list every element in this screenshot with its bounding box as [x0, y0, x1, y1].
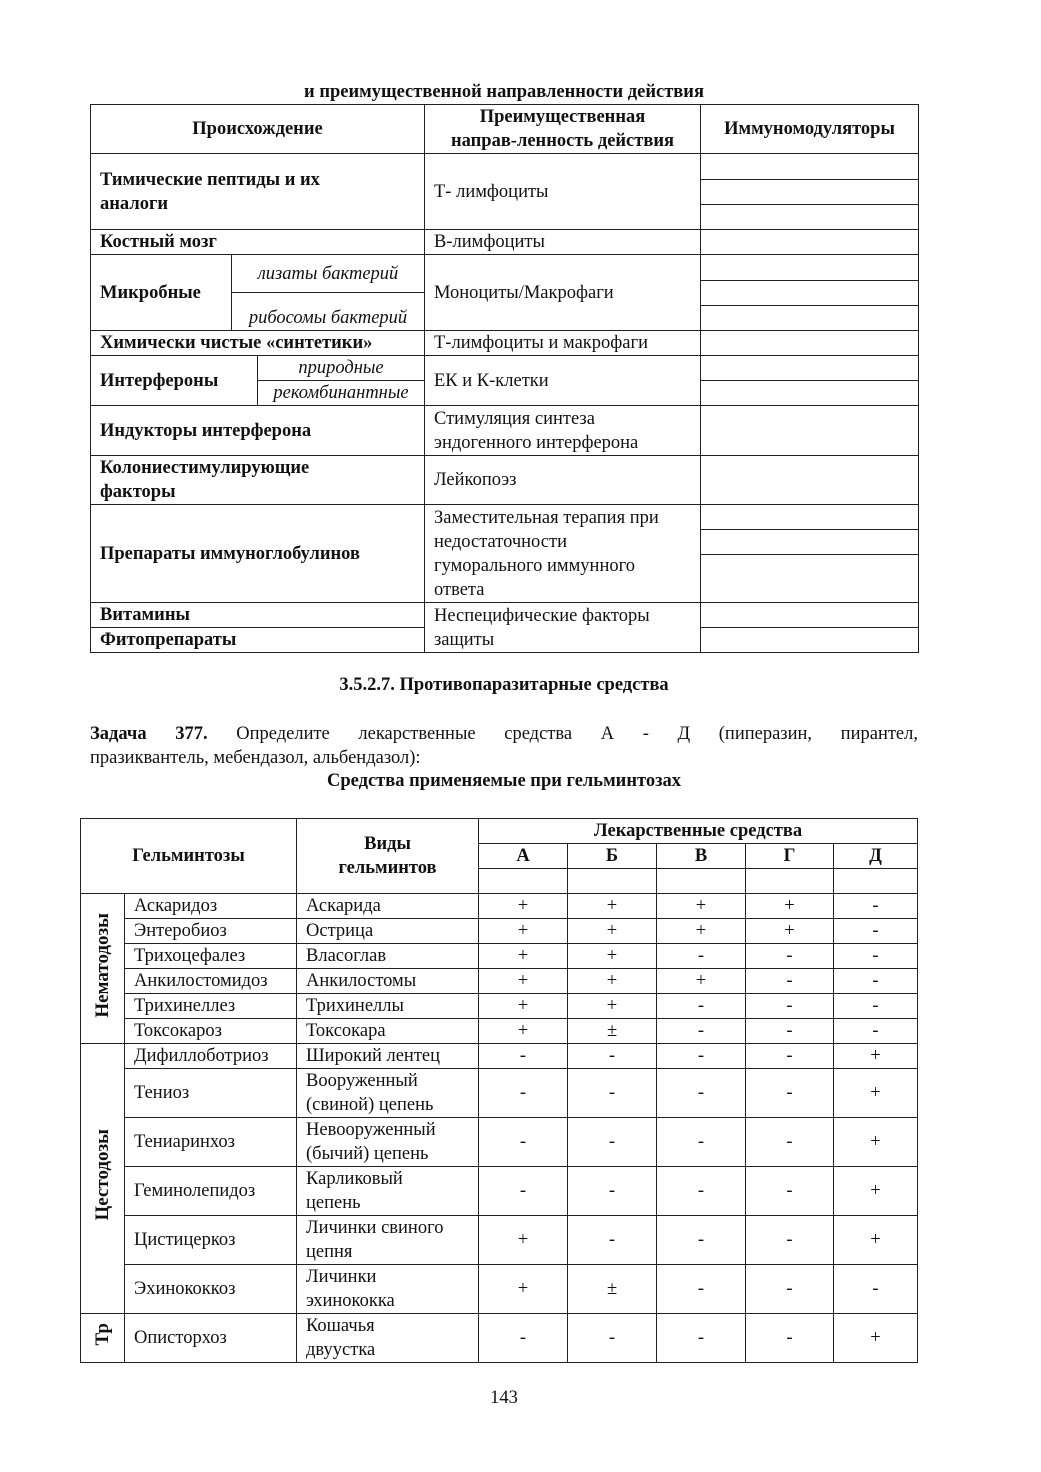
drug-mark-cell: -	[746, 1019, 834, 1044]
drug-mark-cell: +	[568, 994, 657, 1019]
immunomodulator-blank	[701, 456, 919, 505]
drug-blank-cell	[657, 869, 746, 894]
row-marrow-direction: В-лимфоциты	[425, 230, 701, 255]
drug-blank-cell	[479, 869, 568, 894]
drug-mark-cell: -	[746, 994, 834, 1019]
drug-mark-cell: +	[479, 894, 568, 919]
header-immunomodulators: Иммуномодуляторы	[701, 105, 919, 154]
drug-mark-cell: -	[657, 1019, 746, 1044]
group-trematodes: Тр	[81, 1314, 125, 1363]
disease-cell: Тениаринхоз	[125, 1118, 297, 1167]
table1-caption: и преимущественной направленности действия	[304, 82, 704, 102]
drug-mark-cell: -	[568, 1118, 657, 1167]
task-line2: празиквантель, мебендазол, альбендазол):	[90, 748, 421, 768]
drug-mark-cell: +	[834, 1118, 918, 1167]
row-csf-origin: Колониестимулирующие факторы	[91, 456, 425, 505]
row-interferons-origin: Интерфероны природные рекомбинантные	[91, 356, 425, 406]
drug-mark-cell: -	[834, 969, 918, 994]
drug-mark-cell: ±	[568, 1019, 657, 1044]
helminth-cell: Острица	[297, 919, 479, 944]
drug-mark-cell: -	[834, 894, 918, 919]
drug-mark-cell: -	[479, 1314, 568, 1363]
table2-caption: Средства применяемые при гельминтозах	[326, 771, 682, 791]
helminth-cell: Карликовый цепень	[297, 1167, 479, 1216]
drug-mark-cell: -	[568, 1314, 657, 1363]
header-helminthoses: Гельминтозы	[81, 819, 297, 894]
drug-letter-header: Б	[568, 844, 657, 869]
immunomodulator-blanks	[701, 356, 919, 406]
drug-mark-cell: -	[657, 1118, 746, 1167]
row-inducers-direction: Стимуляция синтеза эндогенного интерферона	[425, 406, 701, 456]
row-thymic-direction: Т- лимфоциты	[425, 154, 701, 230]
drug-mark-cell: +	[479, 944, 568, 969]
table-row	[81, 1044, 918, 1069]
table-row	[81, 994, 918, 1019]
table-row	[81, 969, 918, 994]
table-row	[81, 1167, 918, 1216]
drug-letter-header: Д	[834, 844, 918, 869]
drug-mark-cell: +	[479, 969, 568, 994]
disease-cell: Трихоцефалез	[125, 944, 297, 969]
disease-cell: Анкилостомидоз	[125, 969, 297, 994]
drug-letter-header: А	[479, 844, 568, 869]
header-drugs: Лекарственные средства	[479, 819, 918, 844]
drug-mark-cell: -	[657, 1167, 746, 1216]
helminth-cell: Широкий лентец	[297, 1044, 479, 1069]
drug-mark-cell: +	[746, 919, 834, 944]
drug-mark-cell: -	[746, 1265, 834, 1314]
row-chemical-origin: Химически чистые «синтетики»	[91, 331, 425, 356]
immunomodulator-blanks	[701, 154, 919, 230]
drug-mark-cell: -	[834, 919, 918, 944]
drug-mark-cell: -	[657, 1216, 746, 1265]
immunomodulator-blank	[701, 603, 919, 628]
disease-cell: Аскаридоз	[125, 894, 297, 919]
table-row	[81, 894, 918, 919]
drug-blank-cell	[746, 869, 834, 894]
drug-mark-cell: +	[657, 894, 746, 919]
drug-mark-cell: +	[834, 1314, 918, 1363]
helminthoses-table	[80, 818, 918, 1363]
drug-mark-cell: -	[746, 1167, 834, 1216]
disease-cell: Энтеробиоз	[125, 919, 297, 944]
row-csf-direction: Лейкопоэз	[425, 456, 701, 505]
disease-cell: Цистицеркоз	[125, 1216, 297, 1265]
helminth-cell: Аскарида	[297, 894, 479, 919]
drug-mark-cell: +	[479, 1265, 568, 1314]
drug-letter-header: Г	[746, 844, 834, 869]
table-row	[81, 944, 918, 969]
drug-mark-cell: -	[479, 1118, 568, 1167]
drug-mark-cell: -	[834, 944, 918, 969]
drug-mark-cell: +	[834, 1044, 918, 1069]
row-interferons-direction: ЕК и К-клетки	[425, 356, 701, 406]
row-marrow-origin: Костный мозг	[91, 230, 425, 255]
row-ig-origin: Препараты иммуноглобулинов	[91, 505, 425, 603]
drug-mark-cell: +	[834, 1216, 918, 1265]
helminth-cell: Личинки эхинококка	[297, 1265, 479, 1314]
page-number: 143	[490, 1388, 518, 1408]
drug-mark-cell: +	[568, 944, 657, 969]
disease-cell: Тениоз	[125, 1069, 297, 1118]
drug-mark-cell: -	[746, 944, 834, 969]
helminth-cell: Невооруженный (бычий) цепень	[297, 1118, 479, 1167]
helminth-cell: Кошачья двуустка	[297, 1314, 479, 1363]
drug-mark-cell: -	[746, 1216, 834, 1265]
drug-blank-cell	[568, 869, 657, 894]
helminth-cell: Токсокара	[297, 1019, 479, 1044]
table-row	[81, 1069, 918, 1118]
drug-mark-cell: -	[479, 1167, 568, 1216]
immunomodulator-blank	[701, 628, 919, 653]
drug-mark-cell: +	[834, 1069, 918, 1118]
drug-mark-cell: +	[568, 894, 657, 919]
group-nematodes: Нематодозы	[81, 894, 125, 1044]
immunomodulator-blank	[701, 230, 919, 255]
drug-blank-cell	[834, 869, 918, 894]
drug-mark-cell: ±	[568, 1265, 657, 1314]
disease-cell: Геминолепидоз	[125, 1167, 297, 1216]
drug-mark-cell: +	[479, 1216, 568, 1265]
header-helminth-types: Виды гельминтов	[297, 819, 479, 894]
disease-cell: Эхинококкоз	[125, 1265, 297, 1314]
helminth-cell: Вооруженный (свиной) цепень	[297, 1069, 479, 1118]
disease-cell: Описторхоз	[125, 1314, 297, 1363]
drug-mark-cell: +	[479, 1019, 568, 1044]
drug-mark-cell: -	[746, 969, 834, 994]
drug-mark-cell: -	[479, 1044, 568, 1069]
table-row	[81, 1216, 918, 1265]
drug-mark-cell: -	[746, 1044, 834, 1069]
drug-letter-header: В	[657, 844, 746, 869]
drug-mark-cell: -	[657, 1314, 746, 1363]
row-vitamins-origin: Витамины	[91, 603, 425, 628]
immunomodulators-table	[90, 104, 919, 653]
task-line1: Определите лекарственные средства А - Д (пиперазин, пирантел,	[236, 724, 918, 744]
helminth-cell: Личинки свиного цепня	[297, 1216, 479, 1265]
row-inducers-origin: Индукторы интерферона	[91, 406, 425, 456]
drug-mark-cell: -	[746, 1314, 834, 1363]
row-microbial-origin: Микробные лизаты бактерий рибосомы бактерий	[91, 255, 425, 331]
table-row	[81, 1314, 918, 1363]
drug-mark-cell: -	[657, 1265, 746, 1314]
drug-mark-cell: -	[568, 1167, 657, 1216]
helminth-cell: Трихинеллы	[297, 994, 479, 1019]
immunomodulator-blank	[701, 406, 919, 456]
helminth-cell: Анкилостомы	[297, 969, 479, 994]
table-row	[81, 1265, 918, 1314]
row-phyto-origin: Фитопрепараты	[91, 628, 425, 653]
row-chemical-direction: Т-лимфоциты и макрофаги	[425, 331, 701, 356]
disease-cell: Токсокароз	[125, 1019, 297, 1044]
task-text	[90, 722, 918, 770]
row-thymic-origin: Тимические пептиды и их аналоги	[91, 154, 425, 230]
drug-mark-cell: +	[657, 969, 746, 994]
drug-mark-cell: +	[834, 1167, 918, 1216]
disease-cell: Трихинеллез	[125, 994, 297, 1019]
drug-mark-cell: +	[746, 894, 834, 919]
header-direction: Преимущественная направ-ленность действия	[425, 105, 701, 154]
drug-mark-cell: -	[657, 1044, 746, 1069]
row-microbial-direction: Моноциты/Макрофаги	[425, 255, 701, 331]
drug-mark-cell: -	[568, 1069, 657, 1118]
row-ig-direction: Заместительная терапия при недостаточности гуморального иммунного ответа	[425, 505, 701, 603]
drug-mark-cell: +	[657, 919, 746, 944]
table-row	[81, 919, 918, 944]
immunomodulator-blanks	[701, 505, 919, 603]
drug-mark-cell: -	[568, 1044, 657, 1069]
table-row	[81, 1118, 918, 1167]
drug-mark-cell: -	[834, 994, 918, 1019]
drug-mark-cell: +	[479, 919, 568, 944]
drug-mark-cell: -	[479, 1069, 568, 1118]
header-origin: Происхождение	[91, 105, 425, 154]
drug-mark-cell: -	[657, 994, 746, 1019]
immunomodulator-blanks	[701, 255, 919, 331]
drug-mark-cell: -	[568, 1216, 657, 1265]
drug-mark-cell: -	[834, 1265, 918, 1314]
drug-mark-cell: +	[568, 919, 657, 944]
drug-mark-cell: +	[479, 994, 568, 1019]
drug-mark-cell: -	[746, 1118, 834, 1167]
drug-mark-cell: -	[834, 1019, 918, 1044]
table-row	[81, 1019, 918, 1044]
group-cestodes: Цестодозы	[81, 1044, 125, 1314]
drug-mark-cell: -	[657, 944, 746, 969]
helminth-cell: Власоглав	[297, 944, 479, 969]
row-nonspecific-direction: Неспецифические факторы защиты	[425, 603, 701, 653]
task-label: Задача 377.	[90, 724, 208, 744]
drug-mark-cell: -	[657, 1069, 746, 1118]
drug-mark-cell: +	[568, 969, 657, 994]
immunomodulator-blank	[701, 331, 919, 356]
drug-mark-cell: -	[746, 1069, 834, 1118]
section-title: 3.5.2.7. Противопаразитарные средства	[339, 675, 669, 695]
disease-cell: Дифиллоботриоз	[125, 1044, 297, 1069]
